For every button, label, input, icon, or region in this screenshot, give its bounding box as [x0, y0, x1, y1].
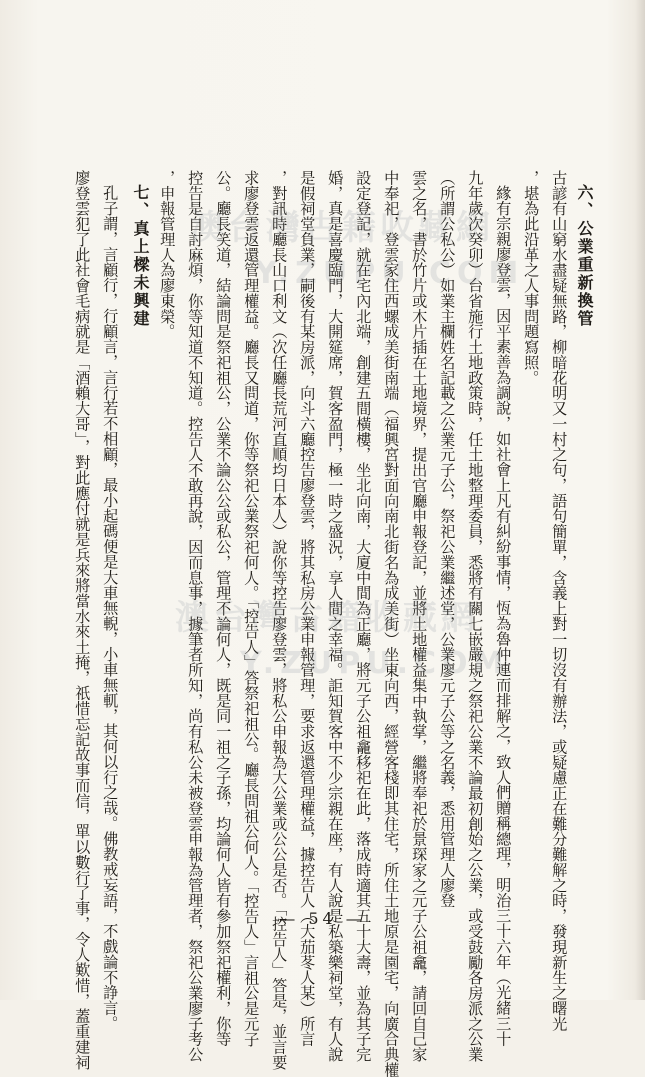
text-column: 緣有宗親廖登雲，因平素善為調說，如社會上凡有糾紛事情，恆為魯仲連而排解之，致人們贈稱總理，明治三十六年（光緒三十 — [494, 185, 513, 1047]
text-column: ，對訊時廳長山口利文（次任廳長荒河直順均日本人）說你等控告廖登雲，將私公申報為大公業或公公是否。「控告人」答是，並言要 — [270, 170, 289, 1070]
text-column: 中奉祀，登雲家住西螺成美街南端（福興宮對面向南北街名為成美街）坐東向西，經營客棧即其住宅，所住土地原是園宅，向廣合典權 — [382, 170, 401, 1077]
watermark-url: Y.ZUPU.COM — [240, 646, 510, 681]
text-column: 設定登記，就在宅內北端，創建五間橫樓，坐北向南，大廈中間為正廳，將元子公祖龕移祀在此，落成時適其五十大壽，並為其子完 — [354, 170, 373, 1063]
text-column: 九年歲次癸卯）台省施行土地政策時，任土地整理委員，悉將有關七嵌嚴規之祭祀公業不論最初創始之公業，或受鼓勵各房派之公業 — [466, 170, 485, 1063]
text-column: 婚，真是喜慶臨門，大開筵席，賀客盈門，極一時之盛況，享人間之幸福。詎知賀客中不少宗親在座，有人說是私築樂祠堂，有人說 — [326, 170, 345, 1063]
section-heading-6: 六、公業重新換管 — [575, 184, 594, 328]
text-column: 公。廳長笑道，結論問是祭祀祖公，公業不論公公或私公，管理不論何人，既是同一祖之子孫，均論何人皆有參加祭祀權利，你等 — [214, 170, 233, 1047]
text-column: （所謂公私公）如業主欄姓名記載之公業元子公，祭祀公業繼述堂，公業廖元子公等之名義，悉用管理人廖登 — [438, 170, 457, 909]
text-column: 是假祠堂負業，嗣後有某房派，向斗六廳控告廖登雲，將其私房公業申報管理，要求返還管理權益，據控告人（大茄苳人某）所言 — [298, 170, 317, 1047]
section-heading-7: 七、真上樑未興建 — [131, 184, 150, 328]
text-column: ，堪為此沿革之人事問題寫照。 — [522, 170, 541, 386]
text-column: 廖登雲犯了此社會毛病就是「酒賴大哥」，對此應付就是兵來將當水來土掩，祇惜忘記故事而信，單以數行了事，令人歎惜，蓋重建祠 — [73, 170, 92, 1070]
text-column: 孔子謂，言顧行，行顧言，言行若不相顧，最小起碼便是大車無輗，小車無軏，其何以行之哉。佛教戒妄語，不戲論不諍言。 — [101, 185, 120, 1031]
text-column: 雲之名，書於竹片或木片插在土地境界，提出官廳申報登記，並將土地權益集中執掌，繼將奉祀於景琛家之元子公祖龕，請回自己家 — [410, 170, 429, 1063]
text-column: 控告是自討麻煩，你等知道不知道。控告人不敢再說，因而息事，據筆者所知，尚有私公未被登雲申報為管理者，祭祀公業廖子考公 — [186, 170, 205, 1063]
binding-edge-shadow — [635, 0, 645, 1000]
text-column: ，申報管理人為廖東榮。 — [158, 170, 177, 340]
watermark-text: 澳台灣古籍收藏網 — [175, 598, 479, 638]
vertical-text-body — [60, 170, 605, 1077]
watermark-text: 澳台灣古籍收藏網 — [190, 208, 494, 248]
text-column: 求廖登雲返還管理權益。廳長又問道，你等祭祀公業祭祀何人。「控告人」答祭祀祖公。廳長問祖公何人。「控告人」言祖公是元子 — [242, 170, 261, 1047]
watermark-url: Y.ZUPU.COM — [255, 256, 525, 291]
text-column: 古諺有山窮水盡疑無路，柳暗花明又一村之句，語句簡單，含義上對一切沒有辦法，或疑慮正在難分難解之時，發現新生之曙光 — [550, 170, 569, 1032]
page-number: — 54 — — [279, 909, 366, 928]
